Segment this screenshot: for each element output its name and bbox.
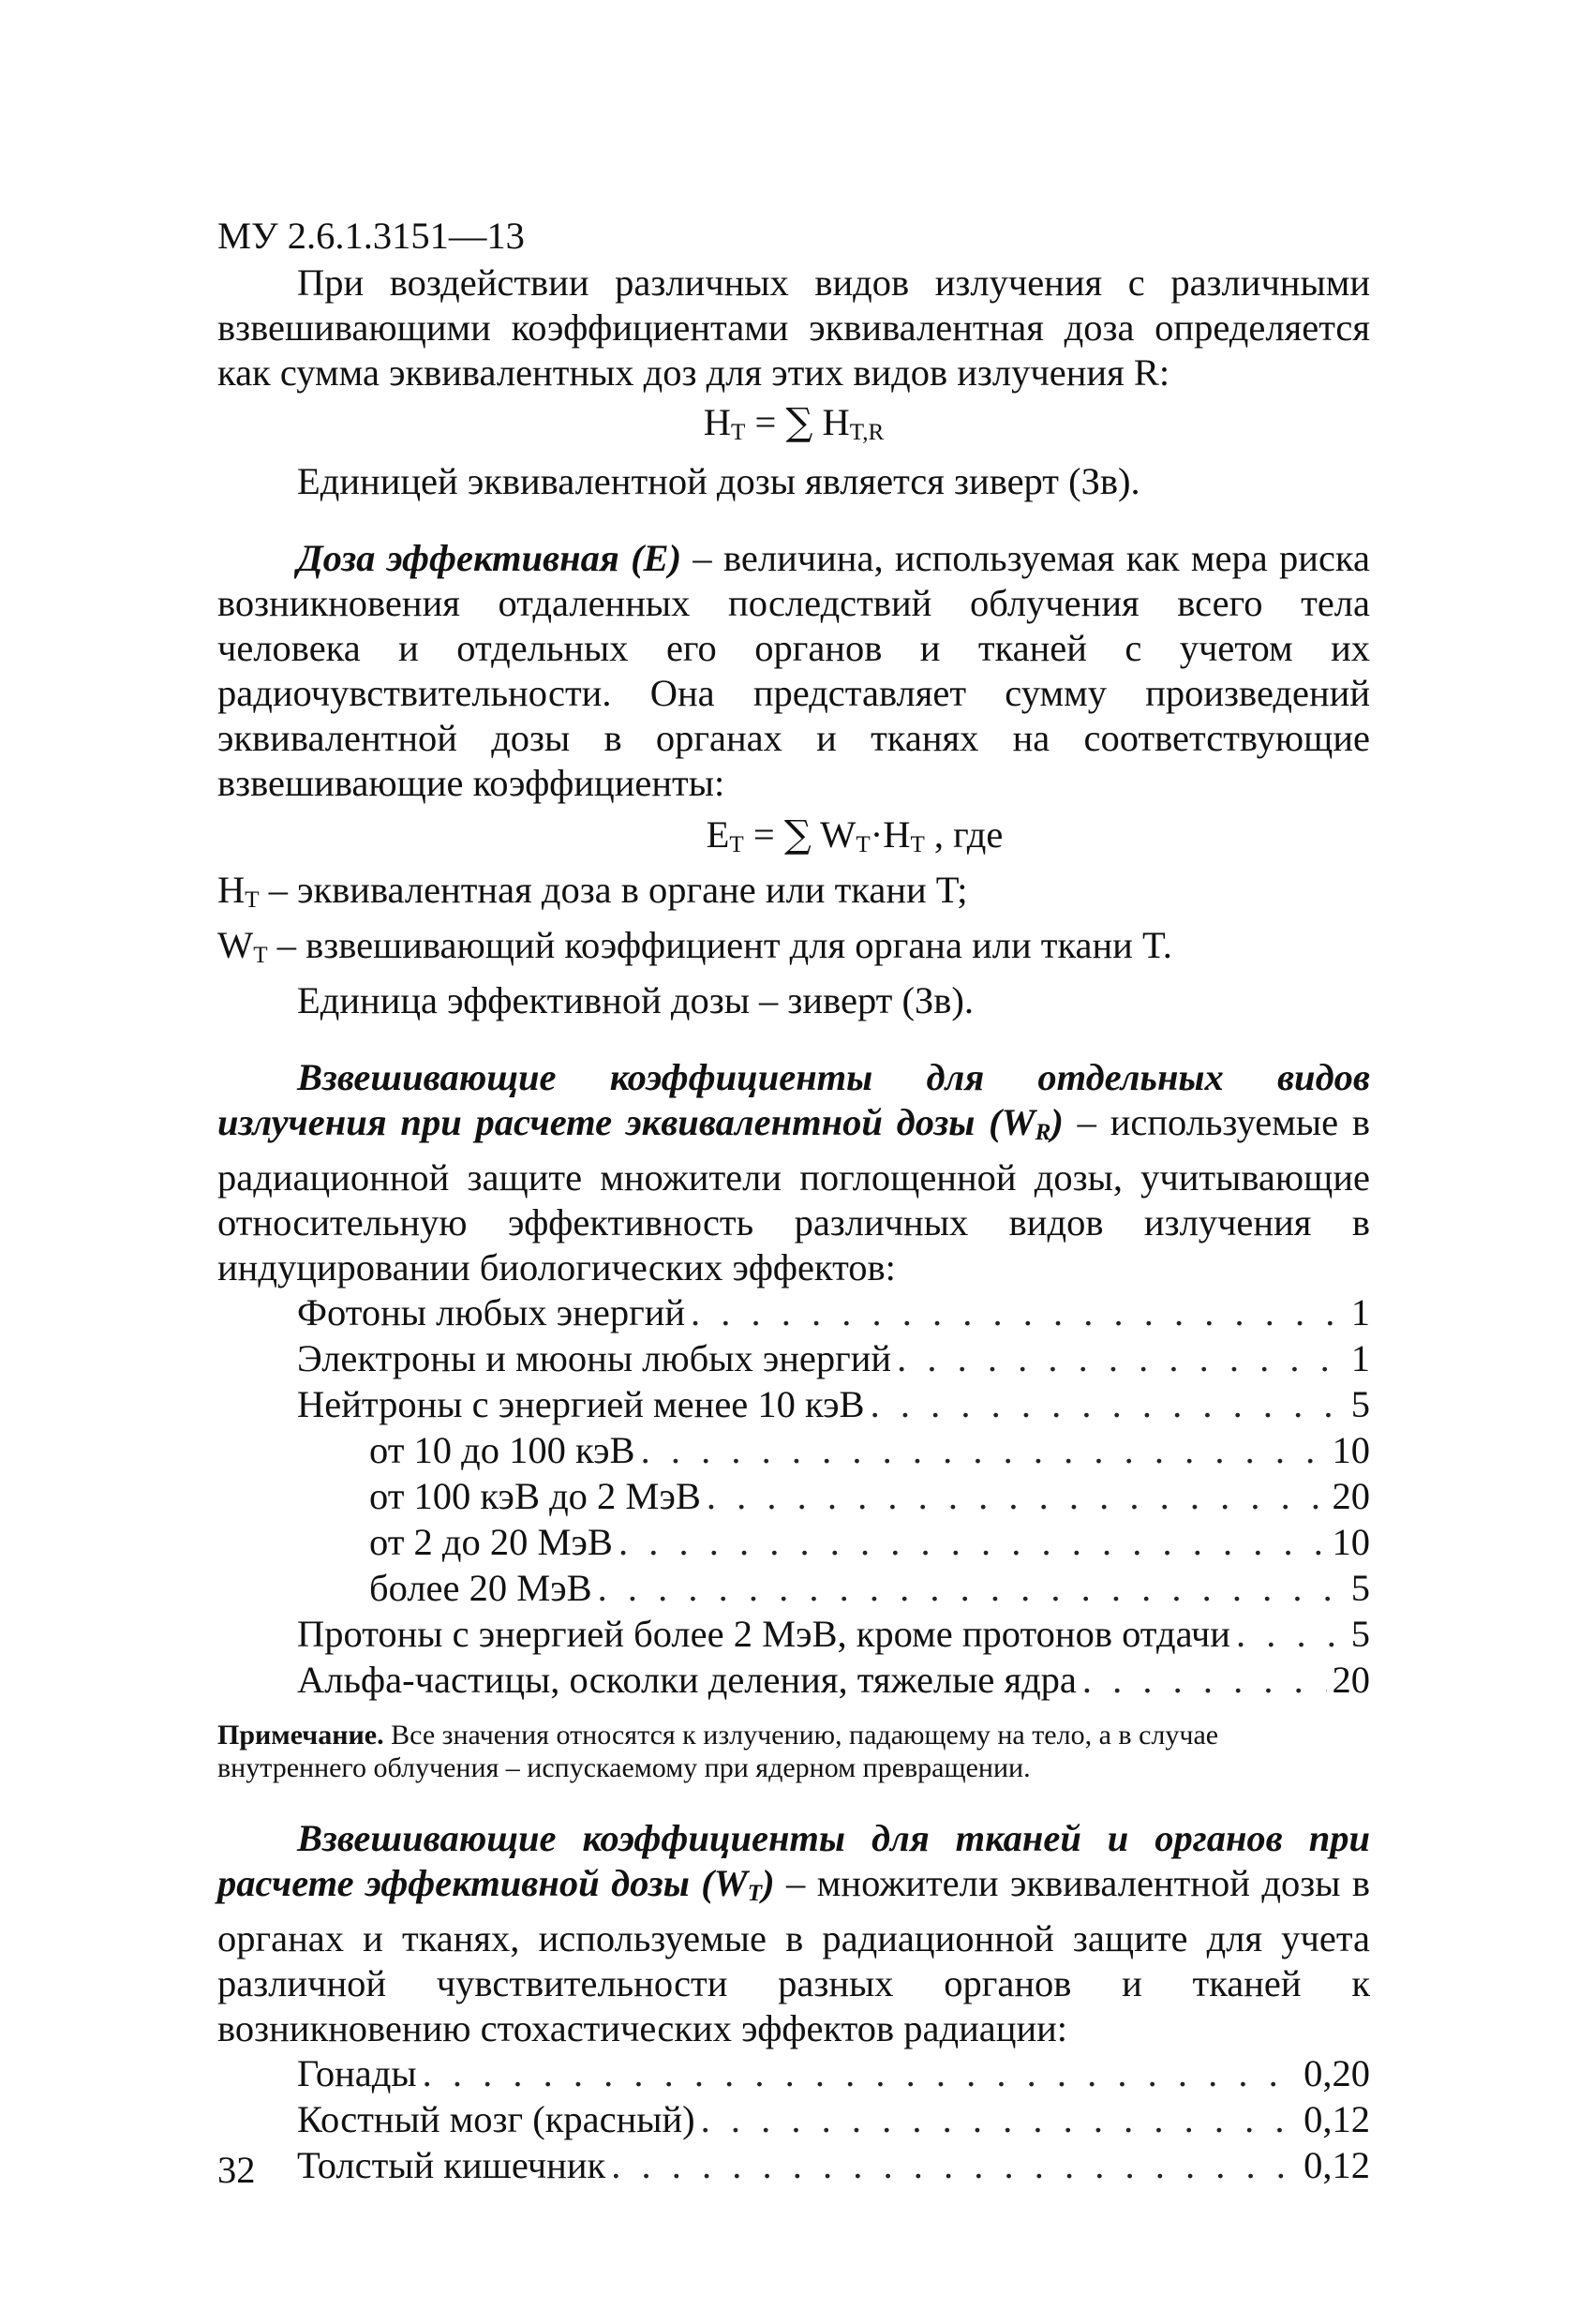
- leader-dots: [707, 1474, 1327, 1519]
- formula-equivalent-dose: [217, 399, 1370, 455]
- term-text: Взвешивающие коэффициенты для отдельных видов излучения при расчете эквивалентной дозы (W: [217, 1056, 1370, 1144]
- spacer: [217, 1784, 1370, 1816]
- def-text: – эквивалентная доза в органе или ткани T;: [259, 869, 968, 912]
- def-subscript: T: [245, 887, 260, 914]
- item-value: 0,20: [1304, 2052, 1370, 2095]
- effective-dose-unit: Единица эффективной дозы – зиверт (Зв).: [297, 979, 975, 1022]
- item-value: 5: [1350, 1567, 1370, 1610]
- leader-dots: [1082, 1658, 1327, 1703]
- term-subscript: R: [1035, 1120, 1051, 1146]
- item-value: 0,12: [1304, 2098, 1370, 2141]
- term-subscript: T: [747, 1881, 763, 1907]
- term-end: ): [1050, 1101, 1064, 1144]
- leader-dots: [611, 2143, 1298, 2188]
- sum-sign: ∑: [783, 812, 812, 857]
- document-header: МУ 2.6.1.3151—13: [217, 215, 525, 257]
- page-number: 32: [217, 2149, 256, 2191]
- item-label: Электроны и мюоны любых энергий: [297, 1337, 892, 1380]
- item-label: Костный мозг (красный): [297, 2098, 695, 2141]
- list-item: [297, 2097, 1370, 2143]
- definition-equivalent-dose: [217, 868, 1370, 923]
- formula-effective-dose: [217, 812, 1370, 868]
- term-end: ): [762, 1862, 775, 1905]
- formula-dot: ·: [870, 813, 884, 857]
- formula-subscript: T: [729, 832, 744, 858]
- formula-symbol: E: [706, 813, 730, 857]
- sum-sign: ∑: [785, 399, 813, 444]
- leader-dots: [897, 1336, 1346, 1381]
- item-value: 5: [1350, 1613, 1370, 1656]
- def-symbol: W: [217, 924, 254, 967]
- item-value: 10: [1332, 1429, 1370, 1472]
- note-text: Все значения относятся к излучению, падающему на тело, а в случае внутреннего облучения – испускаемому при ядерном превращении.: [217, 1720, 1219, 1784]
- formula-symbol: H: [812, 401, 850, 443]
- definition-weighting-factor: [217, 923, 1370, 978]
- formula-subscript: T: [731, 420, 746, 446]
- list-item: [297, 2051, 1370, 2097]
- tissue-weighting-definition: – множители эквивалентной дозы в органах и тканях, используемые в радиационной защите для учета различной чувствительности разных органов и тканей к возникновению стохастических эффектов радиации:: [217, 1862, 1370, 2050]
- radiation-weighting-definition: – используемые в радиационной защите множители поглощенной дозы, учитывающие относительную эффективность различных видов излучения в индуцировании биологических эффектов:: [217, 1101, 1370, 1289]
- item-value: 20: [1332, 1659, 1370, 1702]
- list-item: [297, 1658, 1370, 1704]
- formula-subscript: T,R: [849, 420, 885, 446]
- item-label: Протоны с энергией более 2 МэВ, кроме протонов отдачи: [297, 1613, 1230, 1656]
- item-value: 5: [1350, 1383, 1370, 1426]
- formula-subscript: T: [910, 832, 925, 858]
- item-label: Толстый кишечник: [297, 2144, 606, 2187]
- item-value: 0,12: [1304, 2144, 1370, 2187]
- list-item: [369, 1474, 1370, 1520]
- spacer: [217, 504, 1370, 536]
- paragraph-radiation-weighting: [217, 1055, 1370, 1290]
- item-label: от 100 кэВ до 2 МэВ: [369, 1475, 701, 1518]
- item-value: 10: [1332, 1521, 1370, 1564]
- leader-dots: [871, 1382, 1346, 1427]
- item-label: Гонады: [297, 2052, 417, 2095]
- term-text: Взвешивающие коэффициенты для тканей и органов при расчете эффективной дозы (W: [217, 1817, 1370, 1905]
- tissue-weighting-list: [217, 2051, 1370, 2189]
- item-label: Нейтроны с энергией менее 10 кэВ: [297, 1383, 865, 1426]
- formula-symbol: H: [703, 401, 731, 443]
- note-label: Примечание.: [217, 1720, 384, 1751]
- item-label: более 20 МэВ: [369, 1567, 592, 1610]
- list-item: [297, 1290, 1370, 1336]
- list-item: [369, 1520, 1370, 1566]
- formula-equals: =: [743, 813, 784, 857]
- item-label: Альфа-частицы, осколки деления, тяжелые ядра: [297, 1659, 1077, 1702]
- item-label: от 2 до 20 МэВ: [369, 1521, 613, 1564]
- formula-equals: =: [745, 401, 786, 443]
- item-label: Фотоны любых энергий: [297, 1291, 686, 1334]
- formula-subscript: T: [856, 832, 871, 858]
- leader-dots: [701, 2097, 1298, 2142]
- paragraph-effective-dose: [217, 536, 1370, 806]
- effective-dose-definition: – величина, используемая как мера риска возникновения отдаленных последствий облучения всего тела человека и отдельных его органов и тканей с учетом их радиочувствительности. Она представляет сумму произведений эквивалентной дозы в органах и тканях на соответствующие взвешивающие коэффициенты:: [217, 537, 1370, 805]
- leader-dots: [1236, 1612, 1346, 1657]
- paragraph-tissue-weighting: [217, 1816, 1370, 2051]
- list-item: [297, 2143, 1370, 2189]
- paragraph-equivalent-dose: При воздействии различных видов излучения с различными взвешивающими коэффициентами эквивалентная доза определяется как сумма эквивалентных доз для этих видов излучения R:: [217, 261, 1370, 394]
- list-item: [369, 1428, 1370, 1474]
- item-value: 20: [1332, 1475, 1370, 1518]
- list-item: [369, 1566, 1370, 1612]
- formula-tail: , где: [924, 813, 1004, 857]
- footnote: [217, 1719, 1370, 1784]
- item-label: от 10 до 100 кэВ: [369, 1429, 635, 1472]
- def-subscript: T: [253, 943, 268, 969]
- leader-dots: [641, 1428, 1327, 1473]
- leader-dots: [618, 1520, 1327, 1565]
- spacer: [217, 1023, 1370, 1055]
- item-value: 1: [1350, 1291, 1370, 1334]
- page-content: [217, 214, 1370, 2189]
- leader-dots: [691, 1290, 1346, 1335]
- formula-symbol: H: [883, 813, 911, 857]
- def-symbol: H: [217, 869, 246, 912]
- term-effective-dose: Доза эффективная (Е): [297, 537, 682, 580]
- leader-dots: [598, 1566, 1346, 1611]
- leader-dots: [423, 2051, 1299, 2096]
- list-item: [297, 1382, 1370, 1428]
- formula-symbol: W: [811, 813, 857, 857]
- list-item: [297, 1336, 1370, 1382]
- list-item: [297, 1612, 1370, 1658]
- def-text: – взвешивающий коэффициент для органа или ткани T.: [267, 924, 1172, 967]
- item-value: 1: [1350, 1337, 1370, 1380]
- radiation-weighting-list: [217, 1290, 1370, 1704]
- equivalent-dose-unit: Единицей эквивалентной дозы является зиверт (Зв).: [297, 460, 1140, 503]
